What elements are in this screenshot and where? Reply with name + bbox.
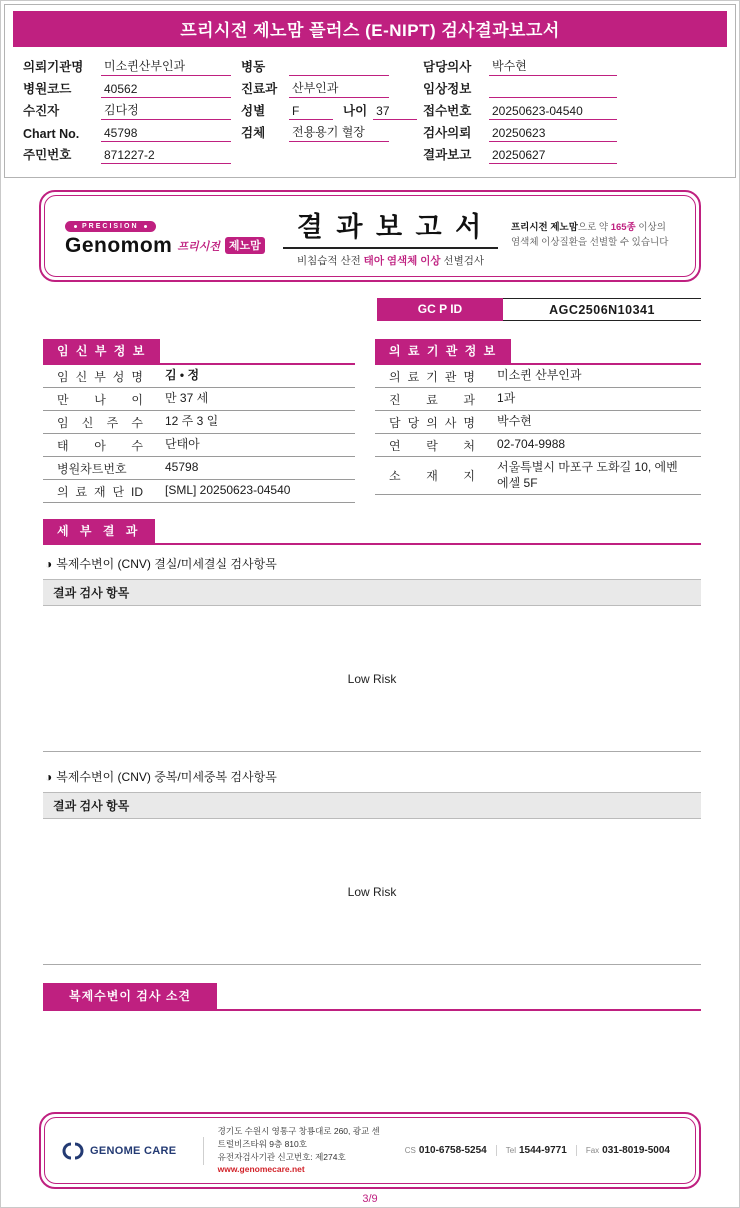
clinic-info-header	[375, 339, 701, 365]
field-row	[423, 57, 717, 76]
patient-header-section	[4, 4, 736, 178]
result-column-header: 결과 검사 항목	[43, 579, 701, 606]
row-value: 1과	[497, 391, 516, 406]
field-value: 김다정	[101, 101, 231, 120]
row-value: 만 37 세	[165, 391, 209, 406]
report-tagline	[511, 221, 679, 250]
clinic-info-header-label: 의 료 기 관 정 보	[375, 339, 511, 363]
footer-website: www.genomecare.net	[217, 1164, 305, 1175]
field-value: 산부인과	[289, 79, 389, 98]
field-value	[289, 61, 389, 76]
table-row	[43, 365, 355, 388]
cnv-deletion-block	[43, 545, 701, 752]
detail-results-header-label: 세 부 결 과	[43, 519, 155, 543]
result-value: Low Risk	[43, 819, 701, 965]
fax-number: 031-8019-5004	[602, 1145, 670, 1156]
precision-label: PRECISION	[82, 222, 139, 230]
field-row	[423, 145, 717, 164]
fax-contact	[576, 1145, 679, 1156]
report-header-box	[39, 190, 701, 282]
row-value: 45798	[165, 460, 199, 475]
field-row	[23, 145, 241, 164]
field-value: 37	[373, 104, 417, 120]
field-label: 담당의사	[423, 60, 472, 74]
cnv-findings-section	[39, 983, 701, 1011]
title-separator	[283, 247, 498, 249]
cnv-findings-header-label: 복제수변이 검사 소견	[43, 983, 217, 1009]
detail-results-section	[39, 519, 701, 965]
field-value: 871227-2	[101, 148, 231, 164]
pregnant-info-header-label: 임 신 부 정 보	[43, 339, 160, 363]
genomecare-logo	[61, 1141, 189, 1161]
field-label: 진료과	[241, 82, 278, 96]
page-number: 3/9	[362, 1193, 378, 1205]
field-row	[423, 123, 717, 142]
genomom-logo	[65, 215, 270, 258]
subtitle-pre: 비침습적 산전	[296, 254, 364, 267]
field-label: 성별	[241, 104, 266, 118]
patient-fields	[13, 57, 727, 167]
precision-badge	[65, 221, 156, 232]
block-title-text: 복제수변이 (CNV) 중복/미세중복 검사항목	[56, 770, 277, 784]
tagline-line2: 염색체 이상질환을 선별할 수 있습니다	[511, 237, 669, 248]
field-label: 나이	[343, 104, 368, 118]
field-label: 임상정보	[423, 82, 472, 96]
tel-label: Tel	[505, 1146, 516, 1155]
table-row	[43, 434, 355, 457]
row-value: 12 주 3 일	[165, 414, 219, 429]
row-label: 진 료 과	[389, 392, 475, 407]
field-label: 수진자	[23, 104, 60, 118]
gcpid-label: GC P ID	[377, 298, 503, 321]
field-value: 박수현	[489, 57, 617, 76]
row-label: 연 락 처	[389, 438, 475, 453]
field-value: 20250623	[489, 126, 617, 142]
field-label: 결과보고	[423, 148, 472, 162]
tel-number: 1544-9771	[518, 1145, 567, 1156]
field-label: 병원코드	[23, 82, 72, 96]
patient-fields-col2	[241, 57, 419, 167]
block-title-text: 복제수변이 (CNV) 결실/미세결실 검사항목	[56, 557, 277, 571]
row-value: 02-704-9988	[497, 437, 566, 452]
footer-contacts	[396, 1145, 679, 1156]
brand-badge-kr: 제노맘	[225, 237, 265, 254]
half-circle-icon: ◑	[45, 557, 53, 571]
genomecare-logo-text: GENOME CARE	[90, 1144, 177, 1157]
row-value: 서울특별시 마포구 도화길 10, 에벤에셀 5F	[497, 459, 678, 490]
row-label: 담 당 의 사 명	[389, 415, 475, 430]
field-label: Chart No.	[23, 127, 80, 141]
field-label: 검사의뢰	[423, 126, 472, 140]
row-label: 임 신 부 성 명	[57, 369, 143, 384]
brand-name-kr: 프리시전	[177, 240, 220, 253]
pregnant-info-table	[43, 339, 355, 503]
field-value: 20250623-04540	[489, 104, 617, 120]
patient-fields-col1	[23, 57, 241, 167]
table-row	[43, 480, 355, 503]
info-tables	[39, 339, 701, 503]
field-value	[489, 83, 617, 98]
field-value: 전용용기 혈장	[289, 123, 389, 142]
tagline-brand: 프리시전 제노맘	[511, 222, 578, 234]
gcpid-value: AGC2506N10341	[503, 298, 701, 321]
field-row	[241, 79, 419, 98]
table-row	[375, 365, 701, 388]
row-label: 태 아 수	[57, 438, 143, 453]
field-value: 20250627	[489, 148, 617, 164]
gcpid-row	[39, 298, 701, 321]
detail-results-header	[43, 519, 701, 545]
cs-label: CS	[404, 1146, 416, 1155]
table-row	[375, 388, 701, 411]
field-label: 접수번호	[423, 104, 472, 118]
result-value: Low Risk	[43, 606, 701, 752]
row-value: 미소퀸 산부인과	[497, 368, 582, 383]
row-label: 소 재 지	[389, 469, 475, 483]
dot-icon	[74, 225, 77, 228]
block-title	[43, 752, 701, 792]
field-value: F	[289, 104, 333, 120]
genomecare-logo-icon	[61, 1141, 85, 1161]
field-row	[241, 101, 419, 120]
field-label: 검체	[241, 126, 266, 140]
row-label: 임 신 주 수	[57, 415, 143, 430]
row-label: 의 료 기 관 명	[389, 369, 475, 384]
row-label: 만 나 이	[57, 392, 143, 407]
field-row	[241, 57, 419, 76]
footer-divider	[203, 1137, 204, 1165]
block-title	[43, 545, 701, 579]
table-row	[43, 457, 355, 480]
table-row	[375, 434, 701, 457]
field-label: 병동	[241, 60, 266, 74]
field-row	[241, 123, 419, 142]
tagline-highlight: 165종	[610, 222, 636, 234]
footer-box	[39, 1112, 701, 1189]
row-label: 병원차트번호	[57, 461, 127, 476]
report-title: 결 과 보 고 서	[296, 211, 485, 242]
row-label: 의 료 재 단 ID	[57, 484, 143, 499]
pregnant-info-header	[43, 339, 355, 365]
field-row	[23, 101, 241, 120]
field-row	[23, 79, 241, 98]
row-value: 단태아	[165, 437, 200, 452]
row-value: [SML] 20250623-04540	[165, 483, 291, 498]
footer-address-line1: 경기도 수원시 영통구 창룡대로 260, 광교 센트럴비즈타워 9층 810호	[217, 1126, 380, 1149]
field-value: 45798	[101, 126, 231, 142]
field-label: 의뢰기관명	[23, 60, 84, 74]
footer-address	[218, 1125, 382, 1176]
field-value: 미소퀸산부인과	[101, 57, 231, 76]
subtitle-highlight: 태아 염색체 이상	[363, 254, 441, 267]
row-value: 박수현	[497, 414, 532, 429]
patient-fields-col3	[419, 57, 717, 167]
result-column-header: 결과 검사 항목	[43, 792, 701, 819]
dot-icon	[144, 225, 147, 228]
report-subtitle	[270, 253, 511, 268]
table-row	[375, 457, 701, 495]
field-label: 주민번호	[23, 148, 72, 162]
fax-label: Fax	[585, 1146, 600, 1155]
tagline-mid: 으로 약	[577, 222, 611, 234]
tagline-end: 이상의	[635, 222, 666, 234]
half-circle-icon: ◑	[45, 770, 53, 784]
cnv-duplication-block	[43, 752, 701, 965]
field-row	[423, 79, 717, 98]
report-banner-title: 프리시전 제노맘 플러스 (E-NIPT) 검사결과보고서	[13, 11, 727, 47]
field-row	[23, 123, 241, 142]
clinic-info-table	[375, 339, 701, 503]
table-row	[43, 411, 355, 434]
tel-contact	[496, 1145, 576, 1156]
field-value: 40562	[101, 82, 231, 98]
result-report-card	[39, 190, 701, 1011]
table-row	[43, 388, 355, 411]
cs-number: 010-6758-5254	[418, 1145, 487, 1156]
footer-address-line2: 유전자검사기관 신고번호: 제274호	[217, 1151, 346, 1162]
row-value: 김 • 정	[165, 368, 200, 383]
table-row	[375, 411, 701, 434]
field-row	[23, 57, 241, 76]
field-row	[423, 101, 717, 120]
report-title-block	[270, 205, 511, 268]
cs-contact	[396, 1145, 496, 1156]
subtitle-post: 선별검사	[440, 254, 485, 267]
brand-name: Genomom	[65, 233, 173, 257]
